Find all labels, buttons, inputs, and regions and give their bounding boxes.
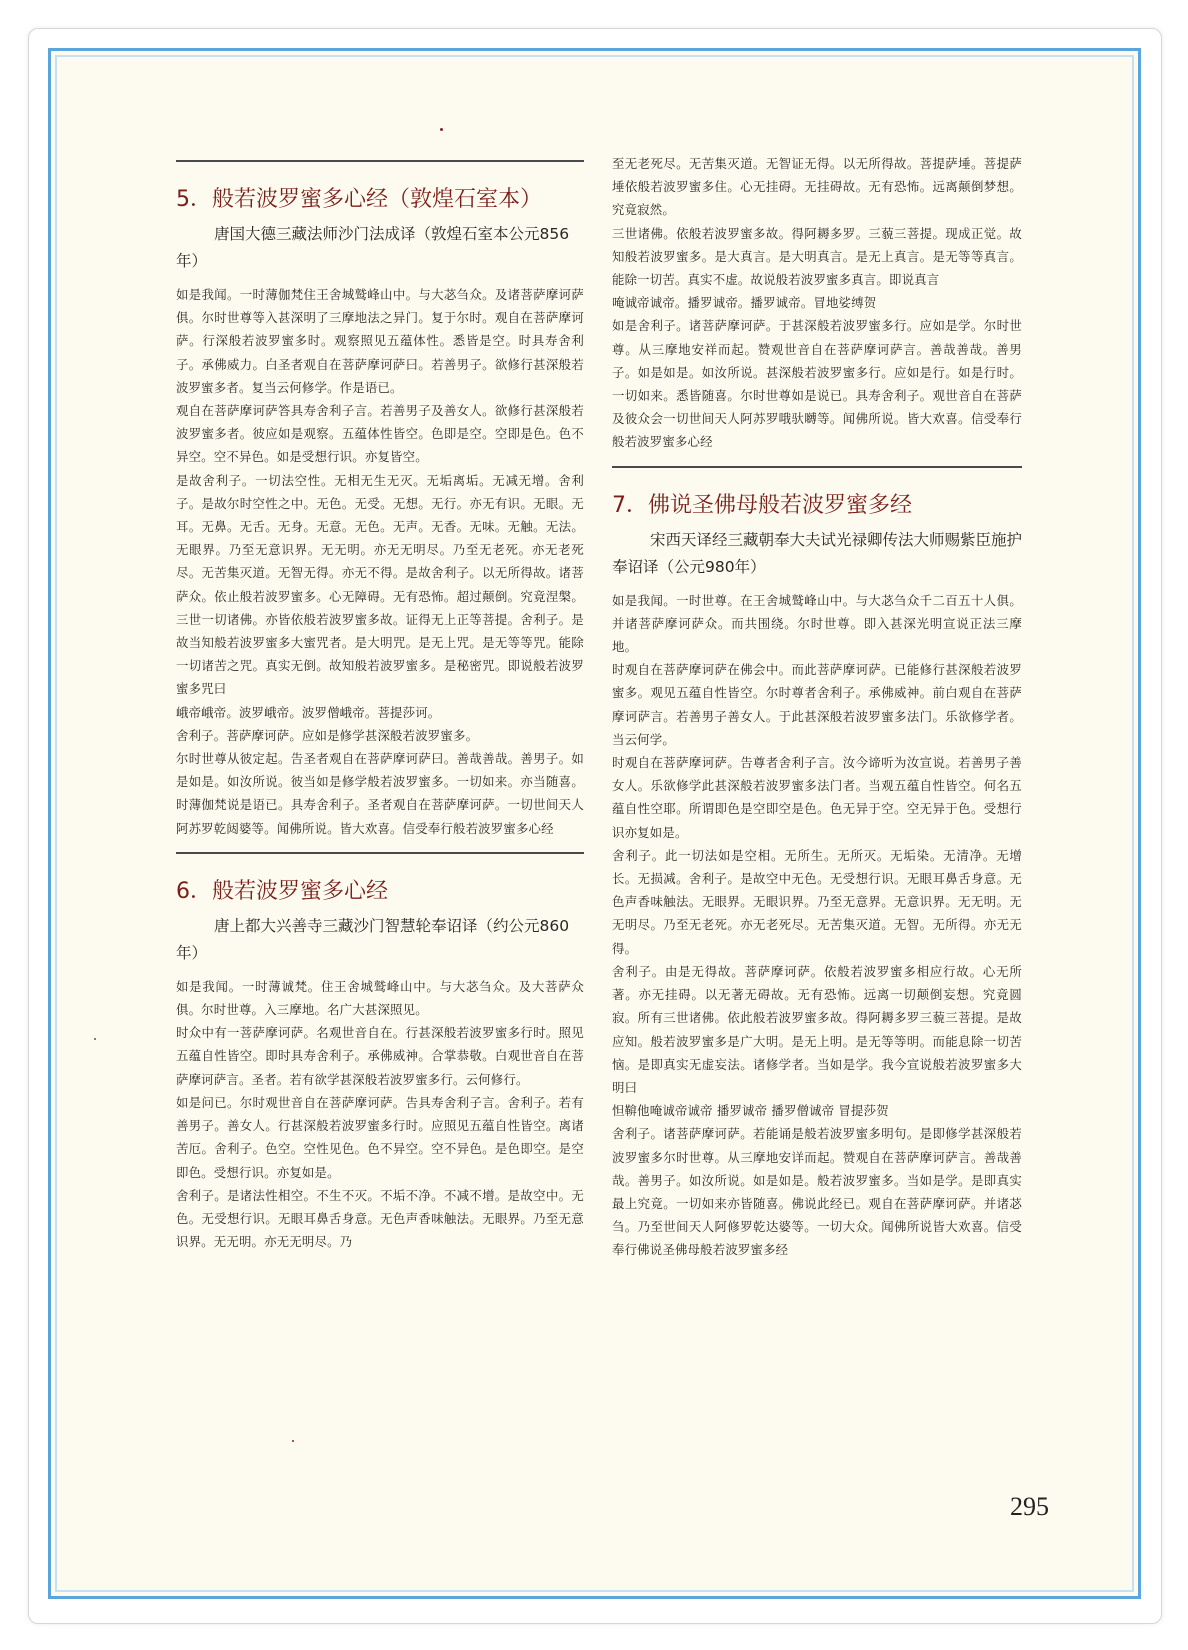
section-7-paragraph: 时观自在菩萨摩诃萨在佛会中。而此菩萨摩诃萨。已能修行甚深般若波罗蜜多。观见五蕴自性皆空。尔时尊者舍利子。承佛威神。前白观自在菩萨摩诃萨言。若善男子善女人。于此甚深般若波罗蜜多法门。乐欲修学者。当云何学。 (612, 662, 1022, 747)
section-7-paragraph: 舍利子。诸菩萨摩诃萨。若能诵是般若波罗蜜多明句。是即修学甚深般若波罗蜜多尔时世尊。从三摩地安详而起。赞观自在菩萨摩诃萨言。善哉善哉。善男子。如汝所说。如是如是。般若波罗蜜多。当如是学。是即真实最上究竟。一切如来亦皆随喜。佛说此经已。观自在菩萨摩诃萨。并诸苾刍。乃至世间天人阿修罗乾达婆等。一切大众。闻佛所说皆大欢喜。信受奉行佛说圣佛母般若波罗蜜多经 (612, 1126, 1022, 1258)
section-7-paragraph: 时观自在菩萨摩诃萨。告尊者舍利子言。汝今谛听为汝宣说。若善男子善女人。乐欲修学此甚深般若波罗蜜多法门者。当观五蕴自性皆空。何名五蕴自性空耶。所谓即色是空即空是色。色无异于空。空无异于色。受想行识亦复如是。 (612, 755, 1022, 840)
section-5-paragraph: 如是我闻。一时薄伽梵住王舍城鹫峰山中。与大苾刍众。及诸菩萨摩诃萨俱。尔时世尊等入甚深明了三摩地法之异门。复于尔时。观自在菩萨摩诃萨。行深般若波罗蜜多时。观察照见五蕴体性。悉皆是空。时具寿舍利子。承佛威力。白圣者观自在菩萨摩诃萨曰。若善男子。欲修行甚深般若波罗蜜多者。复当云何修学。作是语已。 (176, 287, 584, 395)
section-7-paragraph: 怛鞥他唵诚帝诚帝 播罗诚帝 播罗僧诚帝 冒提莎贺 (612, 1103, 889, 1119)
section-6-subtitle: 唐上都大兴善寺三藏沙门智慧轮奉诏译（约公元860年） (176, 916, 570, 962)
section-divider (176, 852, 584, 854)
section-6-paragraph: 舍利子。是诸法性相空。不生不灭。不垢不净。不减不增。是故空中。无色。无受想行识。无眼耳鼻舌身意。无色声香味触法。无眼界。乃至无意识界。无无明。亦无无明尽。乃 (176, 1187, 584, 1250)
section-5-paragraph: 观自在菩萨摩诃萨答具寿舍利子言。若善男子及善女人。欲修行甚深般若波罗蜜多者。彼应如是观察。五蕴体性皆空。色即是空。空即是色。色不异空。空不异色。如是受想行识。亦复皆空。 (176, 403, 584, 465)
section-6-continued-paragraph: 三世诸佛。依般若波罗蜜多故。得阿耨多罗。三藐三菩提。现成正觉。故知般若波罗蜜多。是大真言。是大明真言。是无上真言。是无等等真言。能除一切苦。真实不虚。故说般若波罗蜜多真言。即说真言 (612, 225, 1022, 288)
section-5-title: 5．般若波罗蜜多心经（敦煌石室本） (176, 187, 542, 212)
section-6-paragraph: 如是问已。尔时观世音自在菩萨摩诃萨。告具寿舍利子言。舍利子。若有善男子。善女人。行甚深般若波罗蜜多行时。应照见五蕴自性皆空。离诸苦厄。舍利子。色空。空性见色。色不异空。空不异色。是色即空。是空即色。受想行识。亦复如是。 (176, 1094, 584, 1180)
section-6-continued-paragraph: 至无老死尽。无苦集灭道。无智证无得。以无所得故。菩提萨埵。菩提萨埵依般若波罗蜜多住。心无挂碍。无挂碍故。无有恐怖。远离颠倒梦想。究竟寂然。 (612, 156, 1022, 218)
section-6-paragraph: 如是我闻。一时薄诚梵。住王舍城鹫峰山中。与大苾刍众。及大菩萨众俱。尔时世尊。入三摩地。名广大甚深照见。 (176, 978, 584, 1018)
section-5-paragraph: 峨帝峨帝。波罗峨帝。波罗僧峨帝。菩提莎诃。 (176, 704, 441, 720)
section-7-title: 7．佛说圣佛母般若波罗蜜多经 (612, 492, 912, 518)
ink-speck (292, 1440, 294, 1442)
section-5-paragraph: 舍利子。菩萨摩诃萨。应如是修学甚深般若波罗蜜多。 (176, 727, 479, 743)
section-6-continued-paragraph: 唵诚帝诚帝。播罗诚帝。播罗诚帝。冒地娑缚贺 (612, 295, 877, 311)
section-5-subtitle: 唐国大德三藏法师沙门法成译（敦煌石室本公元856年） (176, 225, 570, 270)
right-column (612, 152, 1022, 1262)
section-7-paragraph: 舍利子。此一切法如是空相。无所生。无所灭。无垢染。无清净。无增长。无损减。舍利子。是故空中无色。无受想行识。无眼耳鼻舌身意。无色声香味触法。无眼界。无眼识界。乃至无意界。无意识界。无无明。无无明尽。乃至无老死。亦无老死尽。无苦集灭道。无智。无所得。亦无无得。 (612, 847, 1022, 956)
page-number: 295 (1010, 1492, 1049, 1521)
left-column (176, 160, 584, 1253)
section-7-paragraph: 舍利子。由是无得故。菩萨摩诃萨。依般若波罗蜜多相应行故。心无所著。亦无挂碍。以无著无碍故。无有恐怖。远离一切颠倒妄想。究竟圆寂。所有三世诸佛。依此般若波罗蜜多故。得阿耨多罗三藐三菩提。是故应知。般若波罗蜜多是广大明。是无上明。是无等等明。而能息除一切苦恼。是即真实无虚妄法。诸修学者。当如是学。我今宣说般若波罗蜜多大明曰 (612, 963, 1022, 1095)
section-7-paragraph: 如是我闻。一时世尊。在王舍城鹫峰山中。与大苾刍众千二百五十人俱。并诸菩萨摩诃萨众。而共围绕。尔时世尊。即入甚深光明宣说正法三摩地。 (612, 592, 1022, 655)
ink-speck (440, 128, 443, 131)
section-6-paragraph: 时众中有一菩萨摩诃萨。名观世音自在。行甚深般若波罗蜜多行时。照见五蕴自性皆空。即时具寿舍利子。承佛威神。合掌恭敬。白观世音自在菩萨摩诃萨言。圣者。若有欲学甚深般若波罗蜜多行。云何修行。 (176, 1025, 584, 1087)
section-5-paragraph: 是故舍利子。一切法空性。无相无生无灭。无垢离垢。无减无增。舍利子。是故尔时空性之中。无色。无受。无想。无行。亦无有识。无眼。无耳。无鼻。无舌。无身。无意。无色。无声。无香。无味。无触。无法。无眼界。乃至无意识界。无无明。亦无无明尽。乃至无老死。亦无老死尽。无苦集灭道。无智无得。亦无不得。是故舍利子。以无所得故。诸菩萨众。依止般若波罗蜜多。心无障碍。无有恐怖。超过颠倒。究竟涅槃。三世一切诸佛。亦皆依般若波罗蜜多故。证得无上正等菩提。舍利子。是故当知般若波罗蜜多大蜜咒者。是大明咒。是无上咒。是无等等咒。能除一切诸苦之咒。真实无倒。故知般若波罗蜜多。是秘密咒。即说般若波罗蜜多咒曰 (176, 472, 584, 697)
section-divider (176, 160, 584, 162)
section-divider (612, 466, 1022, 468)
ink-speck (94, 1038, 96, 1040)
section-5-paragraph: 尔时世尊从彼定起。告圣者观自在菩萨摩诃萨曰。善哉善哉。善男子。如是如是。如汝所说。彼当如是修学般若波罗蜜多。一切如来。亦当随喜。时薄伽梵说是语已。具寿舍利子。圣者观自在菩萨摩诃萨。一切世间天人阿苏罗乾闼婆等。闻佛所说。皆大欢喜。信受奉行般若波罗蜜多心经 (176, 751, 584, 836)
section-6-continued-paragraph: 如是舍利子。诸菩萨摩诃萨。于甚深般若波罗蜜多行。应如是学。尔时世尊。从三摩地安祥而起。赞观世音自在菩萨摩诃萨言。善哉善哉。善男子。如是如是。如汝所说。甚深般若波罗蜜多行。应如是行。如是行时。一切如来。悉皆随喜。尔时世尊如是说已。具寿舍利子。观世音自在菩萨及彼众会一切世间天人阿苏罗哦驮嚩等。闻佛所说。皆大欢喜。信受奉行般若波罗蜜多心经 (612, 318, 1022, 450)
section-7-subtitle: 宋西天译经三藏朝奉大夫试光禄卿传法大师赐紫臣施护奉诏译（公元980年） (612, 530, 1023, 576)
section-6-title: 6．般若波罗蜜多心经 (176, 878, 388, 904)
